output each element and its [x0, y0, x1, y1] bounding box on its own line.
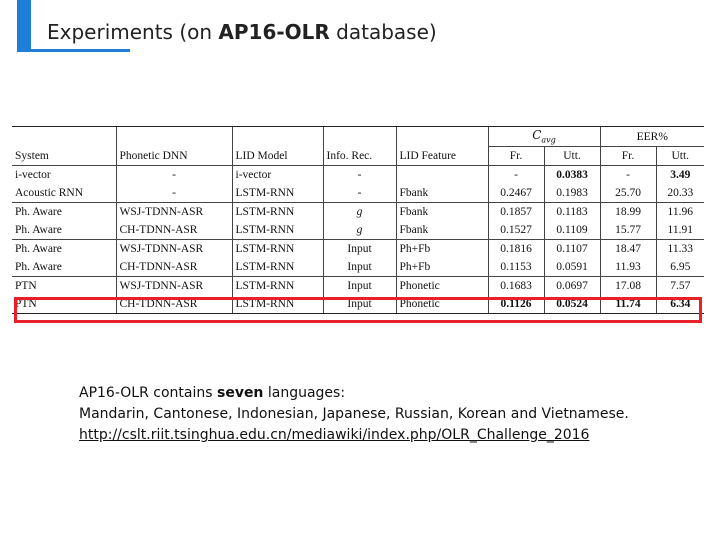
results-table [12, 126, 704, 314]
table-cell: Input [323, 240, 396, 259]
table-cell: Ph. Aware [15, 261, 62, 273]
table-row [12, 240, 704, 259]
table-cell: PTN [12, 277, 116, 296]
table-cell: Fbank [396, 203, 488, 222]
table-cell: 0.1109 [544, 221, 600, 240]
cavg-group-header: $C_{avg}$ [488, 127, 600, 147]
column-header: Fr. [600, 147, 656, 166]
table-cell: 18.99 [600, 203, 656, 222]
table-cell: 11.33 [656, 240, 704, 259]
table-cell: g [323, 203, 396, 222]
table-cell: 18.47 [600, 240, 656, 259]
table-cell: WSJ-TDNN-ASR [116, 240, 232, 259]
table-cell: 0.1153 [488, 258, 544, 277]
table-cell: - [116, 184, 232, 203]
table-cell: - [323, 184, 396, 203]
table-cell: 0.0524 [544, 295, 600, 314]
table-cell: 11.91 [656, 221, 704, 240]
table-cell: Ph. Aware [12, 240, 116, 259]
slide-title: Experiments (on AP16-OLR database) [47, 20, 437, 44]
table-cell: Input [323, 277, 396, 296]
table-cell: Phonetic [396, 277, 488, 296]
table-cell: 17.08 [600, 277, 656, 296]
table-cell: 3.49 [656, 166, 704, 185]
table-cell: 15.77 [600, 221, 656, 240]
results-table-container [12, 126, 704, 314]
title-bold-text: AP16-OLR [218, 20, 330, 44]
table-cell: i-vector [15, 169, 51, 181]
notes-line-1: AP16-OLR contains seven languages: [79, 385, 346, 401]
table-cell: LSTM-RNN [232, 295, 323, 314]
table-cell: Ph+Fb [396, 240, 488, 259]
table-cell: - [600, 166, 656, 185]
table-cell: PTN [12, 295, 116, 314]
table-cell: - [488, 166, 544, 185]
table-cell: CH-TDNN-ASR [116, 295, 232, 314]
table-row [12, 184, 704, 203]
table-cell: 0.1983 [544, 184, 600, 203]
column-header: Phonetic DNN [116, 147, 232, 166]
table-cell: 20.33 [656, 184, 704, 203]
eer-group-header: EER% [600, 127, 704, 147]
table-cell: Ph. Aware [15, 224, 62, 236]
notes-block [79, 383, 629, 446]
table-cell: 0.1183 [544, 203, 600, 222]
table-cell: 0.2467 [488, 184, 544, 203]
table-cell: LSTM-RNN [232, 221, 323, 240]
table-cell: WSJ-TDNN-ASR [116, 277, 232, 296]
table-cell [396, 166, 488, 185]
table-cell: 0.0383 [544, 166, 600, 185]
table-cell: - [116, 166, 232, 185]
table-cell: 0.1527 [488, 221, 544, 240]
column-header: Fr. [488, 147, 544, 166]
table-cell: LSTM-RNN [232, 184, 323, 203]
title-underline [17, 49, 130, 52]
table-cell: CH-TDNN-ASR [116, 258, 232, 277]
table-group-header-row [12, 127, 704, 147]
table-cell: 11.74 [600, 295, 656, 314]
table-cell: 0.1126 [488, 295, 544, 314]
table-cell: 0.1816 [488, 240, 544, 259]
table-cell: 11.96 [656, 203, 704, 222]
table-cell: CH-TDNN-ASR [116, 221, 232, 240]
table-cell: LSTM-RNN [232, 240, 323, 259]
table-cell: Fbank [396, 184, 488, 203]
table-cell: Phonetic [396, 295, 488, 314]
table-cell: 0.0697 [544, 277, 600, 296]
table-row [12, 295, 704, 314]
table-cell: 0.1683 [488, 277, 544, 296]
table-cell: 0.1857 [488, 203, 544, 222]
column-header: Info. Rec. [323, 147, 396, 166]
table-row [12, 258, 704, 277]
table-cell: LSTM-RNN [232, 258, 323, 277]
table-cell: Ph. Aware [12, 203, 116, 222]
table-cell: g [323, 221, 396, 240]
table-row [12, 166, 704, 185]
table-cell: 11.93 [600, 258, 656, 277]
notes-bold-word: seven [216, 385, 264, 401]
notes-line-2: Mandarin, Cantonese, Indonesian, Japanese, Russian, Korean and Vietnamese. [79, 406, 629, 422]
column-header: LID Feature [396, 147, 488, 166]
column-header: Utt. [544, 147, 600, 166]
column-header: System [12, 147, 116, 166]
table-cell: 7.57 [656, 277, 704, 296]
table-cell: 0.1107 [544, 240, 600, 259]
table-cell: 0.0591 [544, 258, 600, 277]
table-cell: Input [323, 258, 396, 277]
table-cell: i-vector [232, 166, 323, 185]
table-cell: LSTM-RNN [232, 203, 323, 222]
table-column-header-row [12, 147, 704, 166]
column-header: Utt. [656, 147, 704, 166]
table-row [12, 277, 704, 296]
table-cell: WSJ-TDNN-ASR [116, 203, 232, 222]
table-cell: 25.70 [600, 184, 656, 203]
column-header: LID Model [232, 147, 323, 166]
table-cell: LSTM-RNN [232, 277, 323, 296]
table-row [12, 221, 704, 240]
table-cell: Fbank [396, 221, 488, 240]
table-cell: 6.95 [656, 258, 704, 277]
challenge-link[interactable]: http://cslt.riit.tsinghua.edu.cn/mediawiki/index.php/OLR_Challenge_2016 [79, 427, 590, 443]
table-cell: Input [323, 295, 396, 314]
table-cell: Ph+Fb [396, 258, 488, 277]
table-cell: 6.34 [656, 295, 704, 314]
table-row [12, 203, 704, 222]
table-cell: - [323, 166, 396, 185]
table-cell: Acoustic RNN [15, 187, 84, 199]
title-accent-bar [17, 0, 31, 52]
